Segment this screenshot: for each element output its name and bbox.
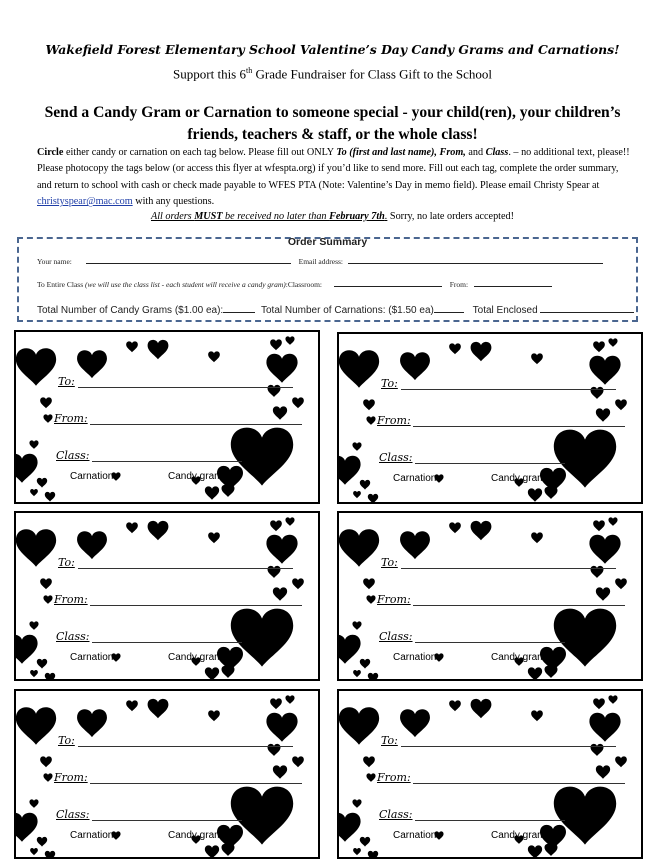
heart-icon xyxy=(16,707,56,744)
instructions xyxy=(37,145,631,211)
email-address-field[interactable] xyxy=(348,255,603,264)
heart-icon xyxy=(208,351,220,362)
heart-icon xyxy=(126,341,138,352)
heart-icon xyxy=(339,635,361,664)
tag-to-label: To: xyxy=(381,377,398,390)
order-summary-title: Order Summary xyxy=(287,236,368,248)
carnation-option[interactable]: Carnation xyxy=(393,830,437,841)
class-emphasis: Class xyxy=(485,147,509,158)
heart-icon xyxy=(615,578,627,589)
heart-icon xyxy=(360,659,370,669)
instructions-text-c: . – no additional text, please!! Please photocopy the tags below (or access this flyer at wfespta.org) if you’d like to send more. Fill out each tag, complete the order summary, and return to school with cash or check made payable to WFES PTA (Note: Valentine’s Day in memo field). Please email Christy Spear at xyxy=(37,147,630,191)
heart-icon xyxy=(126,700,138,711)
flyer-subtitle xyxy=(0,66,665,82)
email-link[interactable]: christyspear@mac.com xyxy=(37,196,133,208)
heart-icon xyxy=(40,578,52,589)
heart-icon xyxy=(608,517,617,525)
total-candy-field[interactable] xyxy=(223,303,255,313)
heart-icon xyxy=(608,695,617,703)
heart-icon xyxy=(353,848,361,855)
heart-icon xyxy=(593,698,605,709)
deadline-c: . xyxy=(384,211,388,222)
heart-icon xyxy=(43,595,52,603)
heart-icon xyxy=(292,397,304,408)
carnation-option[interactable]: Carnation xyxy=(70,471,114,482)
tag-class-field[interactable] xyxy=(379,451,413,464)
heart-icon xyxy=(45,673,55,681)
heart-icon xyxy=(148,521,169,540)
tag-class-field[interactable] xyxy=(379,630,413,643)
your-name-field[interactable] xyxy=(86,255,291,264)
heart-icon xyxy=(205,486,219,499)
total-enclosed-field[interactable] xyxy=(540,303,634,313)
heart-icon xyxy=(45,492,55,502)
candy-gram-option[interactable]: Candy gram xyxy=(168,830,223,841)
flyer-title: Wakefield Forest Elementary School Valentine’s Day Candy Grams and Carnations! xyxy=(45,42,620,57)
heart-icon xyxy=(148,340,169,359)
from-field[interactable] xyxy=(474,278,552,287)
deadline-tail: Sorry, no late orders accepted! xyxy=(387,211,515,222)
tag-class-label: Class: xyxy=(379,630,413,643)
heart-icon xyxy=(43,773,52,781)
heart-icon xyxy=(270,520,282,531)
subtitle-pre: Support this 6 xyxy=(173,66,246,82)
heart-icon xyxy=(528,667,542,680)
tag-from-field[interactable] xyxy=(54,412,88,425)
carnation-option[interactable]: Carnation xyxy=(393,473,437,484)
heart-icon xyxy=(449,522,461,533)
heart-icon xyxy=(352,621,361,629)
heart-icon xyxy=(352,799,361,807)
heart-icon xyxy=(352,442,361,450)
classroom-label: :Classroom: xyxy=(285,280,323,289)
heart-icon xyxy=(531,532,543,543)
heart-icon xyxy=(589,535,620,564)
heart-icon xyxy=(266,535,297,564)
tag-class-field[interactable] xyxy=(56,808,90,821)
tag-to-label: To: xyxy=(381,734,398,747)
heart-icon xyxy=(368,851,378,859)
heart-icon xyxy=(528,845,542,858)
heart-icon xyxy=(29,440,38,448)
tag-card xyxy=(14,511,320,681)
tag-class-label: Class: xyxy=(56,630,90,643)
tag-to-field[interactable] xyxy=(58,375,75,388)
instructions-text-d: with any questions. xyxy=(132,196,215,208)
heart-icon xyxy=(208,710,220,721)
total-enclosed-label: Total Enclosed xyxy=(472,305,538,316)
tag-class-field[interactable] xyxy=(56,630,90,643)
candy-gram-option[interactable]: Candy gram xyxy=(168,471,223,482)
to-from-emphasis: To (first and last name), From, xyxy=(336,147,466,158)
heart-icon xyxy=(596,587,610,600)
tag-card xyxy=(337,332,643,504)
tag-from-label: From: xyxy=(377,414,411,427)
headline: Send a Candy Gram or Carnation to someone special - your child(ren), your children’s friends, teachers & staff, or the whole class! xyxy=(44,104,621,143)
heart-icon xyxy=(339,456,361,485)
tag-card xyxy=(14,330,320,504)
entire-class-note: (we will use the class list - each student will receive a candy gram) xyxy=(85,280,286,289)
tag-class-field[interactable] xyxy=(56,449,90,462)
tag-to-field[interactable] xyxy=(381,556,398,569)
tag-from-label: From: xyxy=(377,593,411,606)
summary-name-row xyxy=(37,255,603,266)
heart-icon xyxy=(400,531,430,559)
tag-from-label: From: xyxy=(54,412,88,425)
instructions-text-a: either candy or carnation on each tag below. Please fill out ONLY xyxy=(63,147,337,158)
heart-icon xyxy=(43,414,52,422)
tag-to-field[interactable] xyxy=(381,734,398,747)
heart-icon xyxy=(339,707,379,744)
heart-icon xyxy=(471,699,492,718)
heart-icon xyxy=(285,517,294,525)
carnation-option[interactable]: Carnation xyxy=(70,830,114,841)
heart-icon xyxy=(208,532,220,543)
heart-icon xyxy=(589,356,620,385)
heart-icon xyxy=(37,659,47,669)
deadline-must: MUST xyxy=(194,211,223,222)
heart-icon xyxy=(366,595,375,603)
heart-icon xyxy=(77,709,107,737)
heart-icon xyxy=(366,416,375,424)
heart-icon xyxy=(205,845,219,858)
tag-card xyxy=(337,511,643,681)
tag-class-field[interactable] xyxy=(379,808,413,821)
heart-icon xyxy=(608,338,617,346)
tag-class-label: Class: xyxy=(379,451,413,464)
heart-icon xyxy=(29,799,38,807)
heart-icon xyxy=(339,813,361,842)
heart-icon xyxy=(273,406,287,419)
tag-from-field[interactable] xyxy=(377,593,411,606)
heart-icon xyxy=(615,399,627,410)
carnation-option[interactable]: Carnation xyxy=(393,652,437,663)
circle-word: Circle xyxy=(37,147,64,158)
tag-to-field[interactable] xyxy=(58,734,75,747)
tag-from-label: From: xyxy=(54,771,88,784)
deadline-date: February 7th xyxy=(329,211,385,222)
heart-icon xyxy=(292,756,304,767)
heart-icon xyxy=(353,491,361,498)
tag-to-label: To: xyxy=(58,734,75,747)
tag-to-label: To: xyxy=(381,556,398,569)
heart-icon xyxy=(29,621,38,629)
heart-icon xyxy=(16,635,38,664)
heart-icon xyxy=(77,531,107,559)
candy-gram-option[interactable]: Candy gram xyxy=(491,830,546,841)
heart-icon xyxy=(353,670,361,677)
heart-icon xyxy=(16,454,38,483)
heart-icon xyxy=(205,667,219,680)
heart-icon xyxy=(16,813,38,842)
order-summary-box xyxy=(17,237,638,322)
heart-icon xyxy=(270,698,282,709)
entire-class-label: To Entire Class xyxy=(37,280,86,289)
heart-icon xyxy=(593,341,605,352)
heart-icon xyxy=(273,587,287,600)
heart-icon xyxy=(37,478,47,488)
deadline-b: be received no later than xyxy=(222,211,330,222)
tag-from-label: From: xyxy=(54,593,88,606)
tag-from-field[interactable] xyxy=(377,414,411,427)
heart-icon xyxy=(360,837,370,847)
total-candy-label: Total Number of Candy Grams ($1.00 ea): xyxy=(37,305,224,316)
tag-from-field[interactable] xyxy=(377,771,411,784)
heart-icon xyxy=(273,765,287,778)
email-address-label: Email address: xyxy=(298,257,343,266)
heart-icon xyxy=(363,756,375,767)
heart-icon xyxy=(363,578,375,589)
heart-icon xyxy=(400,709,430,737)
heart-icon xyxy=(339,350,379,387)
heart-icon xyxy=(449,343,461,354)
heart-icon xyxy=(40,756,52,767)
heart-icon xyxy=(266,713,297,742)
heart-icon xyxy=(589,713,620,742)
heart-icon xyxy=(339,529,379,566)
deadline-line xyxy=(0,211,665,222)
heart-icon xyxy=(148,699,169,718)
heart-icon xyxy=(400,352,430,380)
heart-icon xyxy=(126,522,138,533)
instructions-text-b: and xyxy=(465,147,486,158)
tag-to-label: To: xyxy=(58,556,75,569)
candy-gram-option[interactable]: Candy gram xyxy=(491,652,546,663)
tag-from-field[interactable] xyxy=(54,593,88,606)
heart-icon xyxy=(593,520,605,531)
heart-icon xyxy=(596,408,610,421)
heart-icon xyxy=(292,578,304,589)
tag-to-label: To: xyxy=(58,375,75,388)
tag-to-field[interactable] xyxy=(381,377,398,390)
summary-totals-row xyxy=(37,303,634,316)
heart-icon xyxy=(596,765,610,778)
subtitle-sup: th xyxy=(246,66,253,75)
tag-card xyxy=(337,689,643,859)
total-carnations-field[interactable] xyxy=(434,303,464,313)
heart-icon xyxy=(531,710,543,721)
carnation-option[interactable]: Carnation xyxy=(70,652,114,663)
heart-icon xyxy=(368,673,378,681)
deadline-a: All orders xyxy=(150,211,195,222)
tag-from-field[interactable] xyxy=(54,771,88,784)
heart-icon xyxy=(366,773,375,781)
heart-icon xyxy=(285,695,294,703)
heart-icon xyxy=(30,670,38,677)
heart-icon xyxy=(615,756,627,767)
tag-card xyxy=(14,689,320,859)
heart-icon xyxy=(449,700,461,711)
heart-icon xyxy=(368,494,378,504)
candy-gram-option[interactable]: Candy gram xyxy=(491,473,546,484)
heart-icon xyxy=(40,397,52,408)
tag-class-label: Class: xyxy=(56,449,90,462)
summary-class-row xyxy=(37,278,552,289)
heart-icon xyxy=(360,480,370,490)
classroom-field[interactable] xyxy=(334,278,442,287)
heart-icon xyxy=(270,339,282,350)
heart-icon xyxy=(471,342,492,361)
heart-icon xyxy=(16,529,56,566)
heart-icon xyxy=(30,848,38,855)
heart-icon xyxy=(528,488,542,501)
tag-class-label: Class: xyxy=(379,808,413,821)
heart-icon xyxy=(30,489,38,496)
heart-icon xyxy=(16,348,56,385)
heart-icon xyxy=(285,336,294,344)
tag-from-label: From: xyxy=(377,771,411,784)
heart-icon xyxy=(363,399,375,410)
your-name-label: Your name: xyxy=(37,257,72,266)
heart-icon xyxy=(45,851,55,859)
tag-to-field[interactable] xyxy=(58,556,75,569)
heart-icon xyxy=(471,521,492,540)
subtitle-post: Grade Fundraiser for Class Gift to the School xyxy=(252,66,492,82)
heart-icon xyxy=(266,354,297,383)
heart-icon xyxy=(77,350,107,378)
heart-icon xyxy=(37,837,47,847)
heart-icon xyxy=(531,353,543,364)
total-carnations-label: Total Number of Carnations: ($1.50 ea) xyxy=(260,305,434,316)
from-label: From: xyxy=(449,280,469,289)
candy-gram-option[interactable]: Candy gram xyxy=(168,652,223,663)
tag-class-label: Class: xyxy=(56,808,90,821)
